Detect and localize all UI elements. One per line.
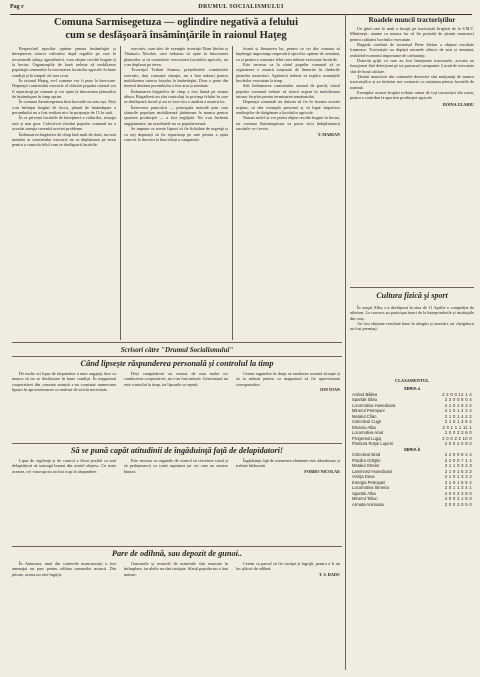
paragraph: Un gînd care le mult a însoţit pe tractoriștii brigăzii de la S.M.T. Mărtinești, anume ca munca lor să fie prețuită de ţăranii muncitori pentru calitatea lucrărilor executate. bbox=[350, 26, 474, 42]
letter-1-title: Când lipsește răspunderea personală și controlul la timp bbox=[80, 359, 274, 368]
team-name: Activul Băilea bbox=[352, 391, 378, 397]
paragraph: Datorită grijii cu care au fost întreţinute tractoarele, acestea au funcţionat fără defecţiuni pe tot parcursul campaniei. Lucrările executate sînt de bună calitate. bbox=[350, 58, 474, 74]
team-score: 2 1 0 1 3 3 2 bbox=[444, 474, 472, 479]
author-signature: T. S. RADU bbox=[318, 571, 340, 577]
paragraph: Numai astfel se vor putea obţine recolte bogate la hectar, iar comuna Sarmisegetuza va putea să-și îndeplinească sarcinile ce-i revin. bbox=[236, 115, 340, 132]
paragraph: Tovarășul Todoni Simion, președintele comitetului executiv, deși cunoaște situaţia, nu a luat măsuri pentru mobilizarea tuturor forţelor la însămînţări. Doar o parte din terenul destinat porumbului a fost arat și semănat. bbox=[124, 67, 228, 89]
paragraph: În raionul Haţeg, eu-l comune vor fi puse la încercare. Deputaţii comitetului executiv al sfatului popular raional vor fi repartizaţi pe comune și vor ajuta la întocmirea planurilor de însămînţare în timp optim. bbox=[12, 78, 116, 100]
paragraph: Este necesar ca organele de control să cerceteze cazul și să pedepsească cu toată asprimea pe cei care au sustras bunuri. bbox=[124, 458, 228, 474]
paragraph: Cerem ca parcul să fie curăţat și îngrijit, pentru a fi un loc plăcut de odihnă. bbox=[236, 561, 340, 572]
paragraph: Întrecerea patriotică — principala metodă prin care sfaturile populare mobilizează ţărănimea la munca pentru sporirea producţiei — a fost neglijată. Nu s-au încheiat angajamente, iar rezultatele nu se popularizează. bbox=[124, 104, 228, 126]
culture-article-title: Cultura fizică şi sport bbox=[376, 291, 448, 300]
column-divider bbox=[232, 46, 233, 340]
team-name: Minerul Teliuc bbox=[352, 496, 378, 501]
team-score: 2 0 0 2 1 6 0 bbox=[444, 496, 472, 501]
team-name: Laminorul Hunedoara bbox=[352, 468, 393, 474]
paragraph: Gunoaiele și resturile de materiale sînt aruncate la întîmplare, iar aleile nu sînt curăţate. Sfatul popular nu a luat măsuri. bbox=[124, 561, 228, 577]
paragraph: În ce privește lucrările de întreţinere a culturilor, situaţia este și mai grea. Colectivul sfatului popular comunal nu a acordat atenţia cuvenită acestei probleme. bbox=[12, 115, 116, 132]
team-name: Dinamo Alba bbox=[352, 424, 376, 430]
paragraph: De multe ori lipsa de răspundere a unor angajaţi face ca munca să nu se desfășoare în bune condiţii. În magazinul cooperativei din comuna noastră s-au constatat numeroase lipsuri în aprovizionarea cu mărfuri de strictă necesitate. bbox=[12, 371, 116, 393]
team-score: 2 1 0 1 5 3 2 bbox=[444, 468, 472, 474]
culture-article-body bbox=[350, 305, 474, 375]
team-score: 2 0 0 2 0 5 0 bbox=[444, 501, 472, 507]
team-score: 2 0 0 2 0 8 0 bbox=[444, 441, 472, 446]
section-rule bbox=[12, 342, 342, 343]
letters-section-title: Scrisori către "Drumul Socialismului" bbox=[120, 346, 234, 354]
letter-1-column-1 bbox=[12, 371, 116, 441]
team-name: Energia Petroşani bbox=[352, 479, 386, 485]
header-rule bbox=[10, 14, 472, 15]
paragraph: Au fost obţinute rezultate bune la alergări și aruncări, iar cîștigătorii au fost premiaţi. bbox=[350, 321, 474, 332]
right-column-divider bbox=[345, 14, 346, 670]
team-name: Flacăra Orăştie bbox=[352, 457, 381, 463]
main-title-line2: cum se desfăşoară însămînţările în raionul Haţeg bbox=[65, 29, 287, 41]
paragraph: executiv, cum sînt: de exemplu tovarășii Bran Ștefan și Tănăsoiu Nicolae, care trebuiau să ajute la întocmirea planurilor și să controleze executarea lucrărilor agricole, nu s-au deplasat pe teren. bbox=[124, 46, 228, 68]
main-article-column-1 bbox=[12, 46, 116, 340]
main-article-column-2 bbox=[124, 46, 228, 340]
team-score: 2 1 0 1 4 2 2 bbox=[444, 408, 472, 413]
letter-3-title: Pare de odihnă, sau depozit de gunoi.. bbox=[111, 549, 243, 558]
team-score: 2 0 1 1 3 4 1 bbox=[444, 485, 472, 490]
section-rule bbox=[12, 356, 342, 357]
team-name: Metalul Cîlan bbox=[352, 413, 377, 419]
team-score: 2 0 0 2 3 6 0 bbox=[444, 490, 472, 496]
paragraph: În comuna Sarmisegetuza însă lucrurile nu stau așa. Deși s-au înfiinţat brigăzi de lucru, planul de însămînţare a porumbului nu a fost realizat nici în proporţie de 15 la sută. bbox=[12, 99, 116, 116]
paragraph: În oraşul Alba, s-a desfăşurat în ziua de 11 Aprilie o competiție de atletism. La concurs au participat tineri de la întreprinderile și instituţiile din oraș. bbox=[350, 305, 474, 321]
paragraph: Deputaţii comunali au datoria să fie în fruntea acestei acţiuni, să dea exemplu personal și să lupte împotriva tendinţelor de tărăgănare a lucrărilor agricole. bbox=[236, 99, 340, 116]
paragraph: Îngăduinţa faţă de asemenea elemente este dăunătoare și trebuie înlăturată. bbox=[236, 458, 340, 469]
column-divider bbox=[120, 46, 121, 340]
letter-2-column-2 bbox=[124, 458, 228, 542]
masthead: DRUMUL SOCIALISMULUI bbox=[198, 4, 284, 10]
page-number: Pag r bbox=[10, 4, 24, 10]
letter-1-column-2 bbox=[124, 371, 228, 441]
standings-group-name: SERIA a bbox=[403, 386, 421, 391]
team-name: Colectivul Cugir bbox=[352, 419, 382, 424]
paragraph: Respectînd epocilor optime pentru însămînţări și întreţinerea tuturor culturilor dupã regulile pe care le recomandă știinţa agrotehnică, vom obţine recolte bogate și la hectar. Organizaţiile de bază trebuie să mobilizeze populaţia comunelor la executarea lucrărilor agricole în bune condiţii și în timpul cel mai scurt. bbox=[12, 46, 116, 78]
team-score: 2 2 0 0 12 1 4 bbox=[442, 391, 472, 397]
paragraph: Lipsa de vigilenţă și de control a făcut posibil ca unii delapidatori să sustragă bunuri din avutul obștesc. Cu toate acestea, cei vinovaţi nu au fost traşi la răspundere. bbox=[12, 458, 116, 474]
section-rule bbox=[350, 287, 474, 288]
paragraph: Sub îndrumarea comitetului raional de partid, sfatul popular comunal trebuie să treacă urgent la mobilizarea tuturor forţelor pentru terminarea semănatului. bbox=[236, 83, 340, 100]
team-score: 2 0 0 2 3 6 0 bbox=[444, 430, 472, 435]
paragraph: Îndrumarea brigăzilor de cîmp lasă mult de dorit, iar unii membri ai comitetului executiv nu se deplasează pe teren pentru a controla felul cum se desfăşoară lucrările. bbox=[12, 131, 116, 148]
letter-1-column-3 bbox=[236, 371, 340, 441]
team-name: Colectivul Brad bbox=[352, 452, 381, 457]
team-score: 2 0 1 1 1 11 1 bbox=[442, 424, 472, 430]
letter-2-title: Să se pună capăt atitudinii de îngăduinţă faţă de delapidatori! bbox=[70, 446, 284, 455]
author-signature: FORRO NICOLAE bbox=[304, 468, 340, 474]
section-rule bbox=[12, 443, 342, 444]
team-name: Locomotiva Simeria bbox=[352, 485, 389, 490]
standings-table bbox=[352, 386, 472, 507]
standings-group-name: SERIA b bbox=[403, 446, 421, 452]
paragraph: Ţăranii muncitori din comunele deservite sînt mulţumiţi de munca tractoriștilor și au încheiat noi contracte cu stațiunea pentru lucrările de toamnă. bbox=[350, 74, 474, 90]
team-name: Locomotiva Arad bbox=[352, 430, 384, 435]
right-article-title: Roadele muncii tractoriştilor bbox=[368, 16, 456, 24]
paragraph: Îndrumarea brigăzilor de cîmp a fost lăsată pe seama altora. Brigadierii nu sînt controlaţi în privinţa felului în care se desfășoară lucrul și nu se face nici o analiză a muncii lor. bbox=[124, 88, 228, 105]
team-name: Spartak Sibiu bbox=[352, 397, 377, 402]
author-signature: ION IOAN bbox=[320, 387, 340, 393]
team-score: 2 1 0 1 5 5 2 bbox=[444, 479, 472, 485]
team-score: 2 2 0 0 7 1 4 bbox=[444, 457, 472, 463]
team-name: Voinţa Deva bbox=[352, 474, 375, 479]
team-name: Locomotiva Hunedoara bbox=[352, 402, 396, 408]
team-score: 2 0 0 2 2 10 0 bbox=[442, 435, 472, 441]
paragraph: Este necesar ca la sfatul popular comunal să se organizeze o muncă susţinută de lămurire în rîndurile ţăranilor muncitori. Agitatorii trebuie să explice avantajele lucrărilor executate la timp. bbox=[236, 62, 340, 84]
team-score: 2 2 0 0 9 4 4 bbox=[444, 452, 472, 457]
main-article-column-3 bbox=[236, 46, 340, 340]
letter-3-column-3 bbox=[236, 561, 340, 671]
author-signature: T. MARIAN bbox=[317, 131, 340, 137]
team-name: Minerul Petroşani bbox=[352, 408, 385, 413]
paragraph: formă și lămurirea lor, pentru ca cei din comuna să înţeleagă importanţa respectării epocilor optime de semănat, ca și pentru a cunoaște felul cum trebuie executate lucrările. bbox=[236, 46, 340, 62]
letter-2-column-3 bbox=[236, 458, 340, 542]
paragraph: În Aninoasa, unul din cartierele muncitorești a fost amenajat un parc pentru odihna oamenilor muncii. Din păcate, acesta nu este îngrijit. bbox=[12, 561, 116, 577]
paragraph: Cerem organelor în drept să analizeze această situaţie și să ia măsuri pentru ca magazinul să fie aprovizionat corespunzător. bbox=[236, 371, 340, 387]
author-signature: DOINA ULARIU bbox=[442, 101, 474, 107]
letter-2-column-1 bbox=[12, 458, 116, 542]
paragraph: Se impune ca aceste lipsuri să fie lichidate de urgenţă și ca toţi deputaţii să fie repartizaţi pe sate pentru a ajuta concret la ducerea la bun sfîrșit a campaniei. bbox=[124, 126, 228, 142]
main-article-title bbox=[12, 17, 340, 42]
section-rule bbox=[12, 546, 342, 547]
paragraph: Exemplul acestei brigăzi trebuie urmat de toţi tractoriștii din raion, pentru a contribui la sporirea producţiei agricole. bbox=[350, 90, 474, 101]
team-name: Flamura Roşie Lupeni bbox=[352, 441, 393, 446]
paragraph: Deși cumpărătorii au sesizat de mai multe ori conducerea cooperativei, nu s-au luat măsuri. Gestionarul nu este controlat la timp, iar lipsurile se repetă. bbox=[124, 371, 228, 387]
team-name: Armata Aninoasa bbox=[352, 501, 384, 507]
letter-3-column-2 bbox=[124, 561, 228, 671]
main-title-line1: Comuna Sarmisegetuza — oglindire negativă a felului bbox=[53, 17, 299, 28]
team-name: Progresul Lugoj bbox=[352, 435, 382, 441]
paragraph: Brigada condusă de tovarășul Bene Ștefan a obţinut rezultate frumoase. Tractoriștii au depășit normele zilnice de arat și semănat, realizînd economii importante de carburanţi. bbox=[350, 42, 474, 58]
standings-row bbox=[352, 502, 472, 508]
team-score: 2 2 0 0 8 0 4 bbox=[444, 397, 472, 402]
standings-title: CLASAMENTUL bbox=[394, 378, 430, 383]
team-name: Spartak Alba bbox=[352, 490, 376, 496]
team-score: 2 1 0 1 3 6 2 bbox=[444, 419, 472, 424]
team-score: 2 1 0 1 4 2 2 bbox=[444, 413, 472, 419]
team-name: Metalul Ghelar bbox=[352, 463, 380, 468]
right-article-body bbox=[350, 26, 474, 284]
team-score: 2 1 1 0 3 2 3 bbox=[444, 463, 472, 468]
team-score: 2 1 0 1 9 3 2 bbox=[444, 402, 472, 408]
letter-3-column-1 bbox=[12, 561, 116, 671]
